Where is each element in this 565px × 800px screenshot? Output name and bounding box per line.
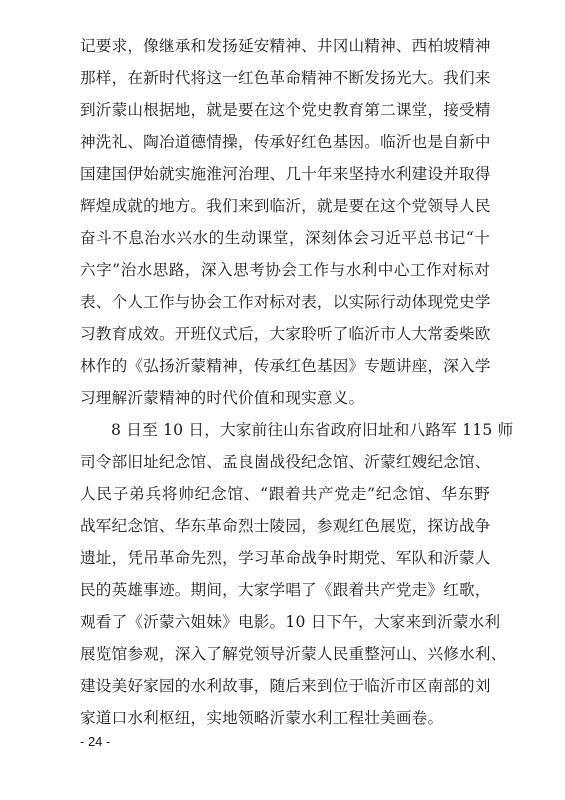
text-line: 民的英雄事迹。期间，大家学唱了《跟着共产党走》红歌， — [80, 581, 491, 599]
text-line: 展览馆参观，深入了解党领导沂蒙人民重整河山、兴修水利、 — [80, 645, 507, 663]
page-number: - 24 - — [80, 734, 111, 749]
text-line: 8 日至 10 日，大家前往山东省政府旧址和八路军 115 师 — [111, 421, 514, 439]
text-line: 遗址，凭吊革命先烈，学习革命战争时期党、军队和沂蒙人 — [80, 549, 491, 567]
text-line: 国建国伊始就实施淮河治理、几十年来坚持水利建设并取得 — [80, 165, 491, 183]
text-line: 习理解沂蒙精神的时代价值和现实意义。 — [80, 389, 365, 407]
text-line: 六字”治水思路，深入思考协会工作与水利中心工作对标对 — [80, 261, 490, 279]
text-line: 神洗礼、陶冶道德情操，传承好红色基因。临沂也是自新中 — [80, 133, 491, 151]
text-line: 司令部旧址纪念馆、孟良崮战役纪念馆、沂蒙红嫂纪念馆、 — [80, 453, 491, 471]
text-line: 战军纪念馆、华东革命烈士陵园，参观红色展览，探访战争 — [80, 517, 491, 535]
text-line: 奋斗不息治水兴水的生动课堂，深刻体会习近平总书记“十 — [80, 229, 490, 247]
text-line: 那样，在新时代将这一红色革命精神不断发扬光大。我们来 — [80, 69, 491, 87]
text-line: 观看了《沂蒙六姐妹》电影。10 日下午，大家来到沂蒙水利 — [80, 613, 501, 631]
text-line: 辉煌成就的地方。我们来到临沂，就是要在这个党领导人民 — [80, 197, 491, 215]
text-line: 建设美好家园的水利故事，随后来到位于临沂市区南部的刘 — [80, 677, 491, 695]
text-line: 到沂蒙山根据地，就是要在这个党史教育第二课堂，接受精 — [80, 101, 491, 119]
text-line: 表、个人工作与协会工作对标对表，以实际行动体现党史学 — [80, 293, 491, 311]
text-line: 记要求，像继承和发扬延安精神、井冈山精神、西柏坡精神 — [80, 37, 491, 55]
text-line: 习教育成效。开班仪式后，大家聆听了临沂市人大常委柴欧 — [80, 325, 491, 343]
text-line: 家道口水利枢纽，实地领略沂蒙水利工程壮美画卷。 — [80, 709, 444, 727]
text-line: 人民子弟兵将帅纪念馆、“跟着共产党走”纪念馆、华东野 — [80, 485, 490, 503]
text-line: 林作的《弘扬沂蒙精神，传承红色基因》专题讲座，深入学 — [80, 357, 491, 375]
